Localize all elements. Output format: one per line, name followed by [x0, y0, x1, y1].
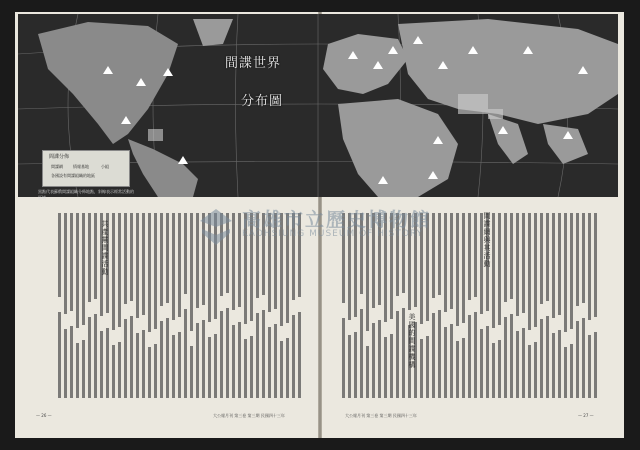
text-column-line: [588, 213, 591, 320]
text-column-line: [292, 315, 295, 398]
text-column-line: [594, 332, 597, 398]
text-column-line: [82, 340, 85, 398]
text-column-line: [154, 344, 157, 398]
text-column-line: [516, 331, 519, 398]
text-column-line: [124, 319, 127, 398]
text-column-line: [190, 213, 193, 331]
text-column-line: [564, 213, 567, 332]
text-column-line: [118, 213, 121, 327]
text-column-line: [486, 326, 489, 398]
text-column-line: [160, 321, 163, 398]
text-column-line: [438, 310, 441, 398]
text-column-line: [136, 213, 139, 318]
text-column-line: [534, 213, 537, 327]
text-column-line: [238, 322, 241, 398]
text-column-line: [262, 310, 265, 398]
text-column-line: [462, 213, 465, 323]
text-column-line: [268, 327, 271, 398]
legend-item-regions: 各國設有間諜組織的地區: [51, 173, 95, 178]
text-column-line: [456, 213, 459, 326]
text-column-line: [528, 213, 531, 330]
text-column-line: [504, 213, 507, 302]
text-column-line: [64, 329, 67, 398]
world-map: [18, 14, 618, 200]
legend-item-base: 情報基地: [73, 164, 89, 169]
text-column-line: [576, 213, 579, 306]
text-column-line: [468, 315, 471, 398]
text-column-line: [564, 347, 567, 398]
text-column-line: [576, 321, 579, 398]
text-column-line: [148, 213, 151, 332]
text-column-line: [70, 213, 73, 311]
right-section-heading-1: 間諜網與其活動: [483, 212, 491, 268]
text-column-line: [468, 213, 471, 300]
text-column-line: [474, 213, 477, 297]
text-column-line: [366, 346, 369, 398]
text-column-line: [94, 314, 97, 398]
right-folio: 大公報月刊 第三卷 第三期 民國四十三年: [345, 413, 417, 418]
text-column-line: [178, 332, 181, 398]
text-column-line: [540, 213, 543, 304]
text-column-line: [552, 213, 555, 318]
text-column-line: [88, 213, 91, 302]
text-column-line: [522, 213, 525, 313]
text-column-line: [426, 336, 429, 398]
text-column-line: [94, 213, 97, 299]
text-column-line: [136, 333, 139, 398]
text-column-line: [58, 213, 61, 297]
text-column-line: [444, 327, 447, 398]
text-column-line: [432, 313, 435, 398]
text-column-line: [226, 308, 229, 398]
text-column-line: [498, 340, 501, 398]
text-column-line: [112, 345, 115, 398]
text-column-line: [582, 318, 585, 398]
text-column-line: [196, 323, 199, 398]
text-column-line: [280, 341, 283, 398]
text-column-line: [172, 335, 175, 398]
text-column-line: [142, 213, 145, 315]
map-legend: [42, 150, 130, 187]
text-column-line: [504, 317, 507, 398]
text-column-line: [190, 346, 193, 398]
text-column-line: [274, 324, 277, 398]
text-column-line: [166, 318, 169, 398]
text-column-line: [256, 313, 259, 398]
text-column-line: [214, 334, 217, 398]
text-column-line: [100, 331, 103, 398]
text-column-line: [510, 314, 513, 398]
text-column-line: [510, 213, 513, 299]
text-column-line: [492, 213, 495, 328]
text-column-line: [112, 213, 115, 330]
right-page-number: — 27 —: [578, 413, 594, 418]
text-column-line: [558, 213, 561, 315]
text-column-line: [348, 335, 351, 398]
text-column-line: [420, 339, 423, 398]
text-column-line: [220, 311, 223, 398]
text-column-line: [384, 337, 387, 398]
text-column-line: [70, 326, 73, 398]
text-column-line: [88, 317, 91, 398]
text-column-line: [184, 213, 187, 294]
text-column-line: [82, 213, 85, 325]
text-column-line: [522, 328, 525, 398]
text-column-line: [130, 213, 133, 301]
text-column-line: [106, 328, 109, 398]
text-column-line: [160, 213, 163, 306]
left-page-number: — 26 —: [36, 413, 52, 418]
text-column-line: [142, 330, 145, 398]
text-column-line: [492, 343, 495, 398]
text-column-line: [546, 213, 549, 301]
text-column-line: [244, 339, 247, 398]
text-column-line: [372, 323, 375, 398]
text-column-line: [474, 312, 477, 398]
text-column-line: [342, 318, 345, 398]
text-column-line: [178, 213, 181, 317]
text-column-line: [58, 312, 61, 398]
legend-title: 間諜分佈: [49, 154, 70, 160]
right-section-heading-2: 美國的間諜機構: [408, 313, 416, 369]
text-column-line: [462, 338, 465, 398]
map-title-line2: 分布圖: [241, 94, 284, 109]
text-column-line: [250, 336, 253, 398]
text-column-line: [118, 342, 121, 398]
map-caption: 黑點代表蘇俄間諜組織分佈地點，斜線表示經常活動的區域: [38, 189, 134, 200]
map-title-line1: 間諜世界: [225, 56, 282, 71]
text-column-line: [232, 325, 235, 398]
text-column-line: [594, 213, 597, 317]
text-column-line: [540, 319, 543, 398]
text-column-line: [582, 213, 585, 303]
watermark-text: 高雄市立歷史博物館: [242, 209, 432, 231]
text-column-line: [570, 344, 573, 398]
text-column-line: [202, 320, 205, 398]
legend-item-group: 小組: [101, 164, 109, 169]
text-column-line: [534, 342, 537, 398]
museum-logo-icon: [196, 207, 236, 247]
text-column-line: [498, 213, 501, 325]
text-column-line: [64, 213, 67, 314]
text-column-line: [124, 213, 127, 304]
text-column-line: [450, 324, 453, 398]
text-column-line: [552, 333, 555, 398]
text-column-line: [516, 213, 519, 316]
text-column-line: [354, 332, 357, 398]
text-column-line: [184, 309, 187, 398]
text-column-line: [76, 213, 79, 328]
text-column-line: [378, 320, 381, 398]
text-column-line: [402, 308, 405, 398]
text-column-line: [208, 337, 211, 398]
museum-watermark: [196, 205, 456, 249]
text-column-line: [286, 338, 289, 398]
text-column-line: [166, 213, 169, 303]
legend-item-network: 間諜網: [51, 164, 63, 169]
left-folio: 大公報月刊 第三卷 第三期 民國四十三年: [213, 413, 285, 418]
text-column-line: [130, 316, 133, 398]
text-column-line: [298, 312, 301, 398]
text-column-line: [360, 309, 363, 398]
text-column-line: [148, 347, 151, 398]
text-column-line: [456, 341, 459, 398]
text-column-line: [588, 335, 591, 398]
text-column-line: [76, 343, 79, 398]
text-column-line: [390, 334, 393, 398]
text-column-line: [396, 311, 399, 398]
text-column-line: [154, 213, 157, 329]
text-column-line: [480, 329, 483, 398]
watermark-subtext: KAOHSIUNG MUSEUM OF HISTORY: [242, 229, 424, 239]
text-column-line: [528, 345, 531, 398]
text-column-line: [546, 316, 549, 398]
text-column-line: [570, 213, 573, 329]
left-section-heading: 共產黨間諜活動: [101, 220, 109, 276]
text-column-line: [558, 330, 561, 398]
text-column-line: [172, 213, 175, 320]
